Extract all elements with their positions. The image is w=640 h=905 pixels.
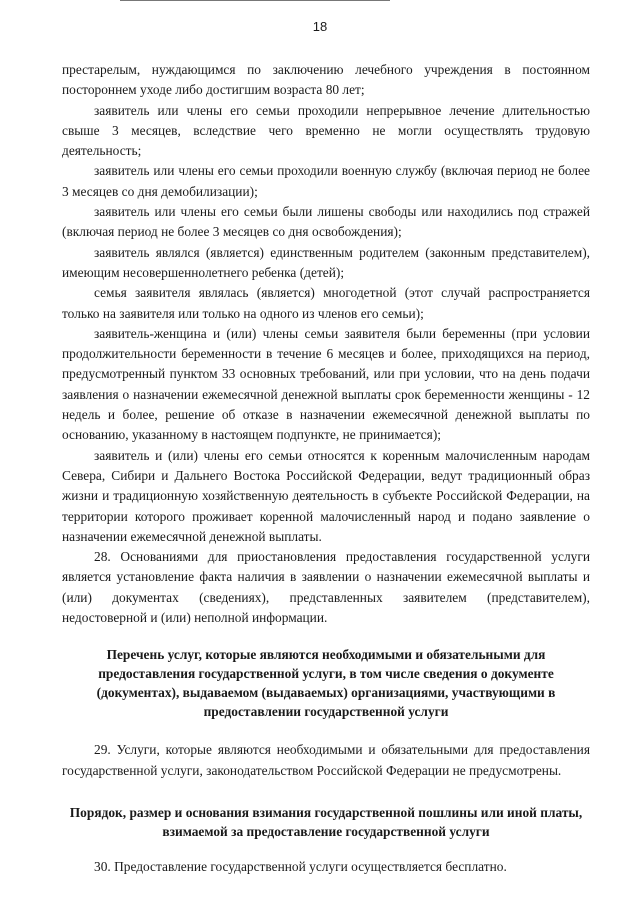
paragraph-indigenous-peoples: заявитель и (или) члены его семьи относятся к коренным малочисленным народам Севера, Сибири и Дальнего Востока Российской Федерации, ведут традиционный образ жизни и традиционную хозяйственную деятельность в субъекте Российской Федерации, на территории которого проживает коренной малочисленный народ и подано заявление о назначении ежемесячной денежной выплаты.: [62, 447, 590, 544]
paragraph-pregnancy: заявитель-женщина и (или) члены семьи заявителя были беременны (при условии продолжительности беременности в течение 6 месяцев и более, приходящихся на период, предусмотренный пунктом 33 основных требований, или при условии, что на день подачи заявления о назначении ежемесячной денежной выплаты срок беременности женщины - 12 недель и более, решение об отказе в назначении ежемесячной денежной выплаты по основанию, указанному в настоящем подпункте, не принимается);: [62, 325, 590, 443]
paragraph-imprisonment: заявитель или члены его семьи были лишены свободы или находились под стражей (включая период не более 3 месяцев со дня освобождения);: [62, 204, 590, 240]
paragraph-30-free-of-charge: 30. Предоставление государственной услуги осуществляется бесплатно.: [94, 858, 507, 874]
paragraph-28-suspension: 28. Основаниями для приостановления предоставления государственной услуги является установление факта наличия в заявлении о назначении ежемесячной выплаты и (или) документах (сведениях), представленных заявителем (представителем), недостоверной и (или) неполной информации.: [62, 549, 590, 626]
section-heading-required-services: Перечень услуг, которые являются необходимыми и обязательными для предоставления государственной услуги, в том числе сведения о документе (документах), выдаваемом (выдаваемых) организациями, участвующими в предоставлении государственной услуги: [96, 647, 556, 720]
document-body: [62, 60, 590, 877]
paragraph-single-parent: заявитель являлся (является) единственным родителем (законным представителем), имеющим несовершеннолетнего ребенка (детей);: [62, 244, 590, 280]
top-edge-line: [120, 0, 390, 1]
paragraph-military-service: заявитель или члены его семьи проходили военную службу (включая период не более 3 месяцев со дня демобилизации);: [62, 163, 590, 199]
paragraph-29-services: 29. Услуги, которые являются необходимыми и обязательными для предоставления государственной услуги, законодательством Российской Федерации не предусмотрены.: [62, 742, 590, 778]
paragraph-treatment: заявитель или члены его семьи проходили непрерывное лечение длительностью свыше 3 месяцев, вследствие чего временно не могли осуществлять трудовую деятельность;: [62, 102, 590, 159]
paragraph-elderly-care: престарелым, нуждающимся по заключению лечебного учреждения в постоянном постороннем уходе либо достигшим возраста 80 лет;: [62, 62, 590, 98]
page-number: 18: [312, 19, 328, 34]
section-heading-state-fee: Порядок, размер и основания взимания государственной пошлины или иной платы, взимаемой за предоставление государственной услуги: [69, 804, 583, 839]
paragraph-large-family: семья заявителя являлась (является) многодетной (этот случай распространяется только на заявителя или только на одного из членов его семьи);: [62, 285, 590, 321]
